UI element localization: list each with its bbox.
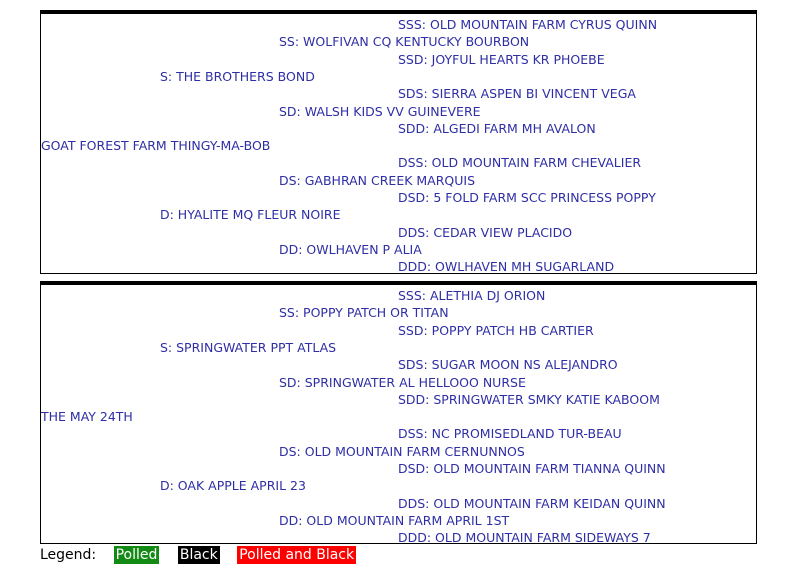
ancestor-name: DSD: 5 FOLD FARM SCC PRINCESS POPPY	[398, 190, 656, 205]
legend-label: Legend:	[40, 547, 97, 563]
ancestor-name: DSD: OLD MOUNTAIN FARM TIANNA QUINN	[398, 461, 666, 476]
ancestor-name: DS: OLD MOUNTAIN FARM CERNUNNOS	[279, 443, 525, 459]
pedigree-row	[41, 51, 756, 68]
ancestor-name: SDS: SUGAR MOON NS ALEJANDRO	[398, 357, 618, 373]
pedigree-row	[41, 103, 756, 120]
pedigree-row	[41, 206, 756, 223]
pedigree-row	[41, 408, 756, 425]
ancestor-name: SSS: ALETHIA DJ ORION	[398, 288, 546, 303]
pedigree-row	[41, 443, 756, 460]
pedigree-row	[41, 339, 756, 356]
ancestor-name: DD: OWLHAVEN P ALIA	[279, 241, 422, 257]
pedigree-row	[41, 425, 756, 442]
ancestor-name: DS: GABHRAN CREEK MARQUIS	[279, 172, 476, 188]
pedigree-row	[41, 287, 756, 304]
ancestor-name: D: OAK APPLE APRIL 23	[160, 478, 306, 494]
ancestor-name: DSS: OLD MOUNTAIN FARM CHEVALIER	[398, 155, 642, 171]
animal-name: GOAT FOREST FARM THINGY-MA-BOB	[41, 138, 271, 154]
ancestor-name: SSD: JOYFUL HEARTS KR PHOEBE	[398, 51, 605, 67]
ancestor-name: SSD: POPPY PATCH HB CARTIER	[398, 322, 594, 338]
ancestor-name: DSS: NC PROMISEDLAND TUR-BEAU	[398, 426, 622, 442]
pedigree-row	[41, 356, 756, 373]
pedigree-row	[41, 258, 756, 275]
ancestor-name: DDD: OLD MOUNTAIN FARM SIDEWAYS 7	[398, 530, 651, 546]
pedigree-row	[41, 460, 756, 477]
ancestor-name: SDS: SIERRA ASPEN BI VINCENT VEGA	[398, 86, 636, 102]
pedigree-row	[41, 304, 756, 321]
ancestor-name: DDS: OLD MOUNTAIN FARM KEIDAN QUINN	[398, 495, 666, 511]
pedigree-row	[41, 68, 756, 85]
pedigree-row	[41, 189, 756, 206]
pedigree-row	[41, 477, 756, 494]
pedigree-table-1	[40, 10, 757, 274]
pedigree-row	[41, 374, 756, 391]
ancestor-name: DDS: CEDAR VIEW PLACIDO	[398, 224, 573, 240]
ancestor-name: SDD: SPRINGWATER SMKY KATIE KABOOM	[398, 391, 660, 407]
pedigree-row	[41, 33, 756, 50]
ancestor-name: S: THE BROTHERS BOND	[160, 68, 315, 84]
legend-black-swatch: Black	[179, 547, 218, 563]
pedigree-row	[41, 85, 756, 102]
pedigree-row	[41, 137, 756, 154]
pedigree-row	[41, 241, 756, 258]
pedigree-row	[41, 495, 756, 512]
pedigree-row	[41, 224, 756, 241]
pedigree-table-2	[40, 281, 757, 544]
pedigree-row	[41, 172, 756, 189]
legend-polled-swatch: Polled	[115, 547, 158, 563]
pedigree-row	[41, 16, 756, 33]
pedigree-row	[41, 512, 756, 529]
ancestor-name: S: SPRINGWATER PPT ATLAS	[160, 339, 337, 355]
ancestor-name: SDD: ALGEDI FARM MH AVALON	[398, 120, 596, 136]
pedigree-row	[41, 529, 756, 546]
legend-polled-and-black-swatch: Polled and Black	[239, 547, 355, 563]
ancestor-name: SD: SPRINGWATER AL HELLOOO NURSE	[279, 374, 526, 390]
ancestor-name: SS: WOLFIVAN CQ KENTUCKY BOURBON	[279, 34, 530, 50]
ancestor-name: SS: POPPY PATCH OR TITAN	[279, 305, 449, 321]
ancestor-name: SD: WALSH KIDS VV GUINEVERE	[279, 103, 481, 119]
pedigree-row	[41, 120, 756, 137]
ancestor-name: DDD: OWLHAVEN MH SUGARLAND	[398, 259, 615, 275]
ancestor-name: D: HYALITE MQ FLEUR NOIRE	[160, 207, 341, 223]
pedigree-row	[41, 154, 756, 171]
ancestor-name: SSS: OLD MOUNTAIN FARM CYRUS QUINN	[398, 17, 658, 32]
ancestor-name: DD: OLD MOUNTAIN FARM APRIL 1ST	[279, 512, 510, 528]
legend	[40, 546, 356, 564]
pedigree-row	[41, 322, 756, 339]
pedigree-row	[41, 391, 756, 408]
animal-name: THE MAY 24TH	[41, 409, 133, 425]
